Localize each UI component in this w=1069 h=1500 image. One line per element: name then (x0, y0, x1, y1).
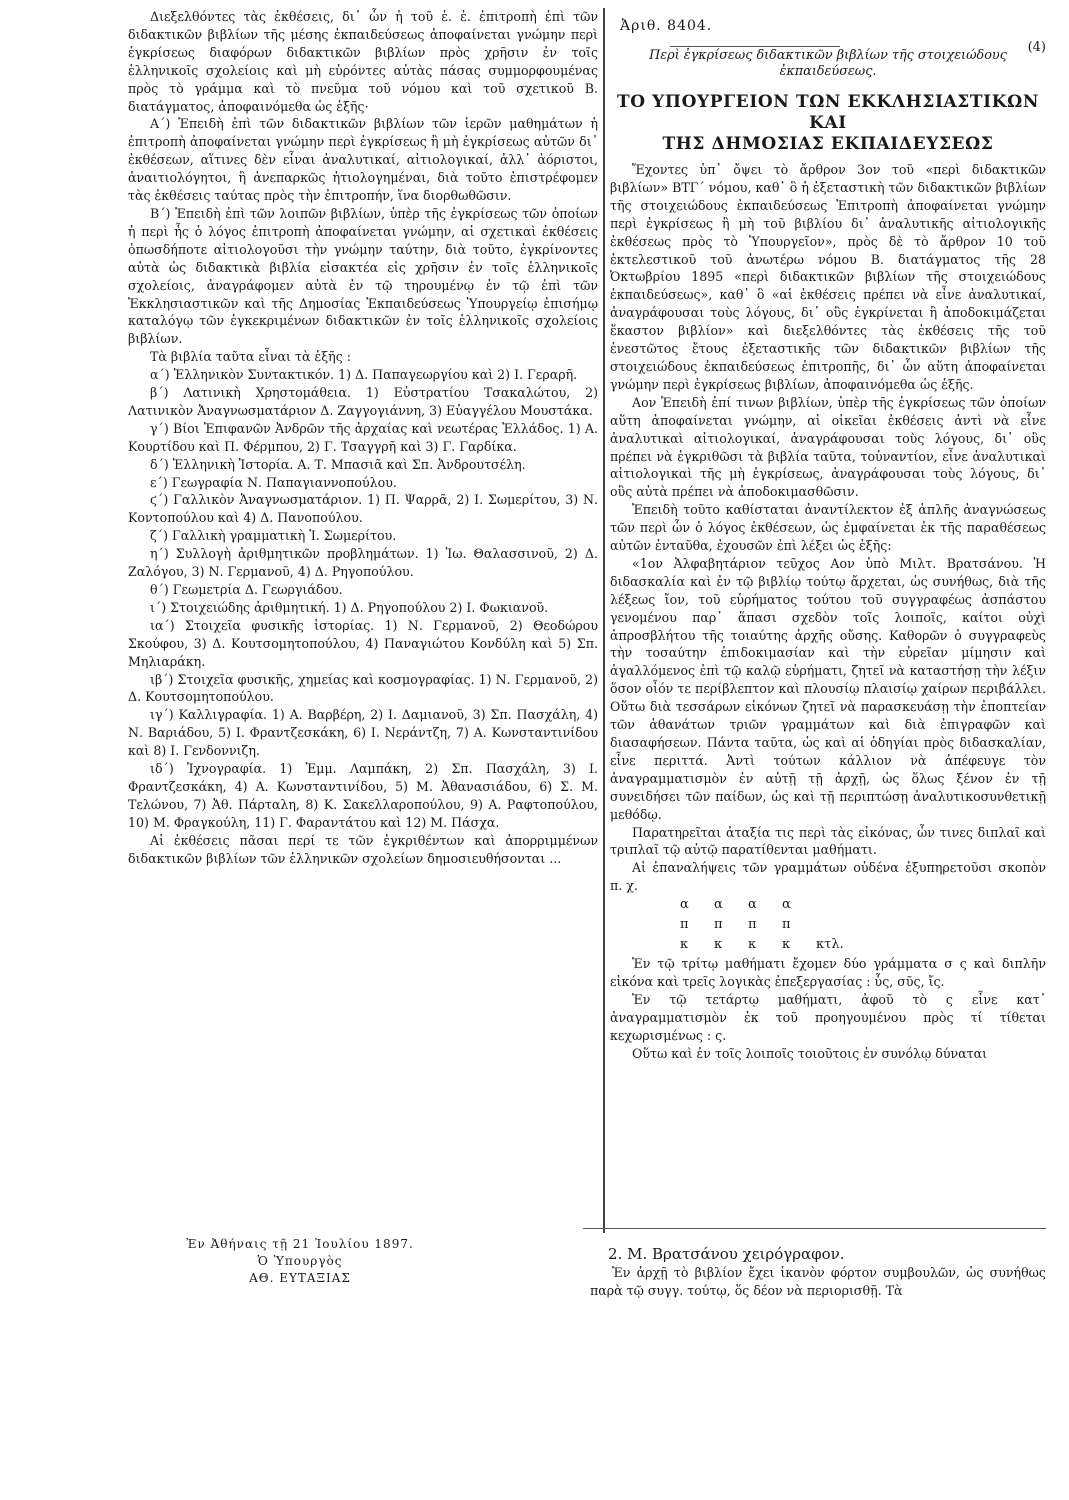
left-column (128, 0, 598, 868)
paragraph-3: Ἐπειδὴ τοῦτο καθίσταται ἀναντίλεκτον ἐξ ἁπλῆς ἀναγνώσεως τῶν περὶ ὧν ὁ λόγος ἐκθέσεων, ὡς ἐμφαίνεται ἐκ τῆς παραθέσεως αὐτῶν ἐνταῦθα, ἐχουσῶν ἐπὶ λέξει ὡς ἑξῆς: (610, 502, 1046, 554)
minister-name: ΑΘ. ΕΥΤΑΞΙΑΣ (249, 1271, 351, 1285)
list-item: ιγ΄) Καλλιγραφία. 1) Α. Βαρβέρη, 2) Ι. Δαμιανοῦ, 3) Σπ. Πασχάλη, 4) Ν. Βαριάδου, 5) Ι. Φραντζεσκάκη, 6) Ι. Νεράντζη, 7) Α. Κωνσταντινίδου καὶ 8) Ι. Γενδοννιζη. (128, 707, 598, 759)
ministry-heading-2: ΤΗΣ ΔΗΜΟΣΙΑΣ ΕΚΠΑΙΔΕΥΣΕΩΣ (662, 134, 994, 154)
decree-number: Ἀριθ. 8404. (620, 18, 713, 34)
intro-paragraph: Διεξελθόντες τὰς ἐκθέσεις, δι᾽ ὧν ἡ τοῦ ἑ. ἑ. ἐπιτροπὴ ἐπὶ τῶν διδακτικῶν βιβλίων τῆς μέσης ἐκπαιδεύσεως ἀποφαίνεται γνώμην περὶ ἐγκρίσεως διαφόρων διδακτικῶν βιβλίων πρὸς χρῆσιν ἐν τοῖς ἑλληνικοῖς σχολείοις καὶ μὴ εὑρόντες αὐτὰς πάσας συμμορφουμένας πρὸς τὸ γράμμα καὶ τὸ πνεῦμα τοῦ νόμου καὶ τοῦ σχετικοῦ Β. διατάγματος, ἀποφαινόμεθα ὡς ἑξῆς· (128, 9, 598, 114)
signature-block (150, 1236, 450, 1287)
list-item: ιβ΄) Στοιχεῖα φυσικῆς, χημείας καὶ κοσμογραφίας. 1) Ν. Γερμανοῦ, 2) Δ. Κουτσομητοπούλου. (128, 671, 598, 705)
decree-subject: Περὶ ἐγκρίσεως διδακτικῶν βιβλίων τῆς στοιχειώδους ἐκπαιδεύσεως. (649, 48, 1007, 79)
letters-row (680, 935, 1046, 955)
paragraph-1: Ἔχοντες ὑπ᾽ ὄψει τὸ ἄρθρον 3ον τοῦ «περὶ διδακτικῶν βιβλίων» ΒΤΓ΄ νόμου, καθ᾽ ὃ ἡ ἐξεταστικὴ τῶν διδακτικῶν βιβλίων τῆς στοιχειώδους ἐκπαιδεύσεως Ἐπιτροπὴ ἀποφαίνεται γνώμην περὶ ἐγκρίσεως ἢ μὴ τοῦ βιβλίου δι᾽ ἀναλυτικῆς αἰτιολογικῆς ἐκθέσεως πρὸς τὸ Ὑπουργεῖον», πρὸς δὲ τὸ ἄρθρον 10 τοῦ ἐκτελεστικοῦ τοῦ ἀνωτέρω νόμου Β. διατάγματος τῆς 28 Ὀκτωβρίου 1895 «περὶ διδακτικῶν βιβλίων τῆς στοιχειώδους ἐκπαιδεύσεως», καθ᾽ ὃ «αἱ ἐκθέσεις πρέπει νὰ εἶνε ἀναλυτικαί, ἀναγράφουσαι τοὺς λόγους, δι᾽ οὓς ἐγκρίνεται ἢ ἀποδοκιμάζεται ἕκαστον βιβλίον» καὶ διεξελθόντες τὰς ἐκθέσεις τῆς τοῦ ἐνεστῶτος ἔτους ἐξεταστικῆς τῶν διδακτικῶν βιβλίων τῆς στοιχειώδους ἐκπαιδεύσεως ἐπιτροπῆς, δι᾽ ὧν αὕτη ἀποφαίνεται γνώμην περὶ ἐγκρίσεως βιβλίων, ἀποφαινόμεθα ὡς ἑξῆς. (610, 162, 1046, 392)
letter: α (748, 897, 757, 913)
list-item: ζ΄) Γαλλικὴ γραμματικὴ Ἰ. Σωμερίτου. (150, 528, 397, 544)
letter: α (782, 897, 791, 913)
bottom-divider (583, 1228, 1046, 1229)
paragraph-10: Ἐν ἀρχῇ τὸ βιβλίον ἔχει ἱκανὸν φόρτον συμβουλῶν, ὡς συνήθως παρὰ τῷ συγγ. τούτῳ, ὅς δέον νὰ περιορισθῇ. Τὰ (590, 1265, 1046, 1298)
letter: α (680, 897, 689, 913)
list-item: ι΄) Στοιχειώδης ἀριθμητική. 1) Δ. Ρηγοπούλου 2) Ι. Φωκιανοῦ. (150, 599, 549, 615)
closing-paragraph: Αἱ ἐκθέσεις πᾶσαι περί τε τῶν ἐγκριθέντων καὶ ἀπορριμμένων διδακτικῶν βιβλίων τῶν ἑλληνικῶν σχολείων δημοσιευθήσονται ... (128, 832, 598, 866)
date-line: Ἐν Ἀθήναις τῇ 21 Ἰουλίου 1897. (186, 1237, 414, 1251)
letter: κ (680, 937, 689, 953)
minister-title: Ὁ Ὑπουργὸς (257, 1254, 343, 1268)
letters-row (680, 915, 1046, 935)
book-list (128, 366, 598, 832)
list-intro: Τὰ βιβλία ταῦτα εἶναι τὰ ἑξῆς : (150, 349, 352, 365)
paragraph-7: Ἐν τῷ τρίτῳ μαθήματι ἔχομεν δύο γράμματα σ ς καὶ διπλῆν εἰκόνα καὶ τρεῖς λογικὰς ἐπεξεργασίας : ὗς, σῦς, ἴς. (610, 956, 1046, 990)
paragraph-2: Αον Ἐπειδὴ ἐπί τινων βιβλίων, ὑπὲρ τῆς ἐγκρίσεως τῶν ὁποίων αὕτη ἀποφαίνεται γνώμην, αἱ οἰκεῖαι ἐκθέσεις ἀντὶ νὰ εἶνε ἀναλυτικαὶ αἰτιολογικαί, ἀναγράφουσαι τοὺς λόγους, δι᾽ οὓς πρέπει νὰ ἐγκριθῶσι τὰ βιβλία ταῦτα, τοὐναντίον, εἶνε ἀναλυτικαὶ αἰτιολογικαὶ τῆς μὴ ἐγκρίσεως, ἀναγράφουσαι τοὺς λόγους, δι᾽ οὓς αὐτὰ πρέπει νὰ ἀποδοκιμασθῶσιν. (610, 394, 1046, 500)
right-column (610, 0, 1046, 1063)
list-item: η΄) Συλλογὴ ἀριθμητικῶν προβλημάτων. 1) Ἰω. Θαλασσινοῦ, 2) Δ. Ζαλόγου, 3) Ν. Γερμανοῦ, 4) Δ. Ρηγοπούλου. (128, 546, 598, 580)
list-item: γ΄) Βίοι Ἐπιφανῶν Ἀνδρῶν τῆς ἀρχαίας καὶ νεωτέρας Ἑλλάδος. 1) Α. Κουρτίδου καὶ Π. Φέρμπου, 2) Γ. Τσαγγρῆ καὶ 3) Γ. Γαρδίκα. (128, 420, 598, 454)
letter: κ (714, 937, 723, 953)
section-2-title: 2. Μ. Βρατσάνου χειρόγραφον. (608, 1245, 845, 1263)
divider-line (670, 46, 840, 47)
letters-row (680, 895, 1046, 915)
paragraph-b: Β΄) Ἐπειδὴ ἐπὶ τῶν λοιπῶν βιβλίων, ὑπὲρ τῆς ἐγκρίσεως τῶν ὁποίων ἡ περὶ ἧς ὁ λόγος ἐπιτροπὴ ἀποφαίνεται γνώμην, αἱ σχετικαὶ ἐκθέσεις ὁπωσδήποτε αἰτιολογοῦσι τὴν γνώμην ταύτην, διὰ τοῦτο, ἐγκρίνοντες αὐτὰ ὡς διδακτικὰ βιβλία εἰσακτέα εἰς χρῆσιν ἐν τοῖς ἑλληνικοῖς σχολείοις, ἀναγράφομεν αὐτὰ ἐν τῷ τηρουμένῳ ἐν τῷ ἐπὶ τῶν Ἐκκλησιαστικῶν καὶ τῆς Δημοσίας Ἐκπαιδεύσεως Ὑπουργείῳ ἐπισήμῳ καταλόγῳ τῶν ἐγκεκριμένων διδακτικῶν ἐν τοῖς ἑλληνικοῖς σχολείοις βιβλίων. (128, 205, 598, 347)
letter: α (714, 897, 723, 913)
list-item: ια΄) Στοιχεῖα φυσικῆς ἱστορίας. 1) Ν. Γερμανοῦ, 2) Θεοδώρου Σκούφου, 3) Δ. Κουτσομητοπούλου, 4) Παναγιώτου Κονδύλη καὶ 5) Σπ. Μηλιαράκη. (128, 617, 598, 669)
list-item: β΄) Λατινικὴ Χρηστομάθεια. 1) Εὐστρατίου Τσακαλώτου, 2) Λατινικὸν Ἀναγνωσματάριον Δ. Ζαγγογιάννη, 3) Εὐαγγέλου Μουστάκα. (128, 385, 598, 418)
paragraph-5: Παρατηρεῖται ἀταξία τις περὶ τὰς εἰκόνας, ὧν τινες διπλαῖ καὶ τριπλαῖ τῷ αὐτῷ παρατίθενται μαθήματι. (610, 824, 1046, 858)
footnote-marker: (4) (1027, 40, 1046, 55)
letter: π (714, 917, 723, 933)
letter: κτλ. (816, 937, 844, 953)
list-item: θ΄) Γεωμετρία Δ. Γεωργιάδου. (150, 582, 343, 597)
letters-table (610, 895, 1046, 955)
letter: κ (782, 937, 791, 953)
paragraph-4: «1ον Ἀλφαβητάριον τεῦχος Αον ὑπὸ Μιλτ. Βρατσάνου. Ἡ διδασκαλία καὶ ἐν τῷ βιβλίῳ τούτῳ ἄρχεται, ὡς συνήθως, διὰ τῆς λέξεως ἴον, τοῦ εὑρήματος τούτου τοῦ συγγραφέως ἀσπάστου γενομένου παρ᾽ ἅπασι σχεδὸν τοῖς λοιποῖς, καίτοι οὐχὶ ἀπροσβλήτου τῆς τοιαύτης ἀρχῆς οὔσης. Καθορῶν ὁ συγγραφεὺς τὴν τοσαύτην ἐπιδοκιμασίαν καὶ τὴν εὐρεῖαν μίμησιν καὶ ἀγαλλόμενος ἐπὶ τῷ καλῷ εὑρήματι, ζητεῖ νὰ καταστήσῃ τὴν λέξιν ὅσον οἷόν τε περίβλεπτον καὶ πλουσίῳ πλαισίῳ χαίρων περιβάλλει. Οὕτω διὰ τεσσάρων εἰκόνων ζητεῖ νὰ παρασκευάσῃ τὴν ἐποπτείαν τῶν ἀθανάτων τριῶν γραμμάτων καὶ διὰ ἐπιγραφῶν καὶ διασαφήσεων. Πάντα ταῦτα, ὡς καὶ αἱ ὁδηγίαι πρὸς διδασκαλίαν, εἶνε περιττά. Ἀντὶ τούτων κάλλιον νὰ ἀπέφευγε τὸν ἀναγραμματισμὸν ἐν αὐτῇ τῇ ἀρχῇ, ὡς ὅλως ξένον ἐν τῇ συνειδήσει τῶν παίδων, ὡς καὶ τῇ περιπτώσῃ ἀναλυτικοσυνθετικῇ μεθόδῳ. (610, 555, 1046, 822)
letter: π (680, 917, 689, 933)
letter: κ (748, 937, 757, 953)
paragraph-6: Αἱ ἐπαναλήψεις τῶν γραμμάτων οὐδένα ἐξυπηρετοῦσι σκοπὸν π. χ. (610, 860, 1046, 894)
list-item: α΄) Ἑλληνικὸν Συντακτικόν. 1) Δ. Παπαγεωργίου καὶ 2) Ι. Γεραρῆ. (150, 367, 578, 383)
paragraph-8: Ἐν τῷ τετάρτῳ μαθήματι, ἀφοῦ τὸ ς εἶνε κατ᾽ ἀναγραμματισμὸν ἐκ τοῦ προηγουμένου πρὸς τί τίθεται κεχωρισμένως : ς. (610, 991, 1046, 1043)
section-2 (590, 1244, 1046, 1300)
letter: π (748, 917, 757, 933)
paragraph-9: Οὕτω καὶ ἐν τοῖς λοιποῖς τοιοῦτοις ἐν συνόλῳ δύναται (632, 1045, 988, 1061)
list-item: ε΄) Γεωγραφία Ν. Παπαγιαννοπούλου. (150, 474, 397, 490)
list-item: δ΄) Ἑλληνικὴ Ἱστορία. Α. Τ. Μπασιᾶ καὶ Σπ. Ἀνδρουτσέλη. (150, 456, 526, 472)
list-item: ϛ΄) Γαλλικὸν Ἀναγνωσματάριον. 1) Π. Ψαρρᾶ, 2) Ι. Σωμερίτου, 3) Ν. Κοντοπούλου καὶ 4) Δ. Πανοπούλου. (128, 492, 598, 526)
column-divider (603, 8, 605, 1233)
paragraph-a: Α΄) Ἐπειδὴ ἐπὶ τῶν διδακτικῶν βιβλίων τῶν ἱερῶν μαθημάτων ἡ ἐπιτροπὴ ἀποφαίνεται γνώμην περὶ ἐγκρίσεως ἢ μὴ ἐγκρίσεως αὐτῶν δι᾽ ἐκθέσεων, αἵτινες δὲν εἶναι ἀναλυτικαί, αἰτιολογικαί, ἀλλ᾽ ἀόριστοι, ἀναιτιολόγητοι, ἢ ἀνεπαρκῶς ἠτιολογημέναι, διὰ τοῦτο ἐπιστρέφομεν τὰς ἐκθέσεις ταύτας πρὸς τὴν ἐπιτροπήν, ἵνα διορθωθῶσιν. (128, 116, 598, 204)
letter: π (782, 917, 791, 933)
ministry-heading-1: ΤΟ ΥΠΟΥΡΓΕΙΟΝ ΤΩΝ ΕΚΚΛΗΣΙΑΣΤΙΚΩΝ ΚΑΙ (617, 92, 1039, 133)
list-item: ιδ΄) Ἰχνογραφία. 1) Ἐμμ. Λαμπάκη, 2) Σπ. Πασχάλη, 3) Ι. Φραντζεσκάκη, 4) Α. Κωνσταντινίδου, 5) Μ. Ἀθανασιάδου, 6) Σ. Μ. Τελώνου, 7) Ἀθ. Πάρταλη, 8) Κ. Σακελλαροπούλου, 9) Α. Ραφτοπούλου, 10) Μ. Φραγκούλη, 11) Γ. Φαραντάτου καὶ 12) Μ. Πάσχα. (128, 761, 598, 830)
